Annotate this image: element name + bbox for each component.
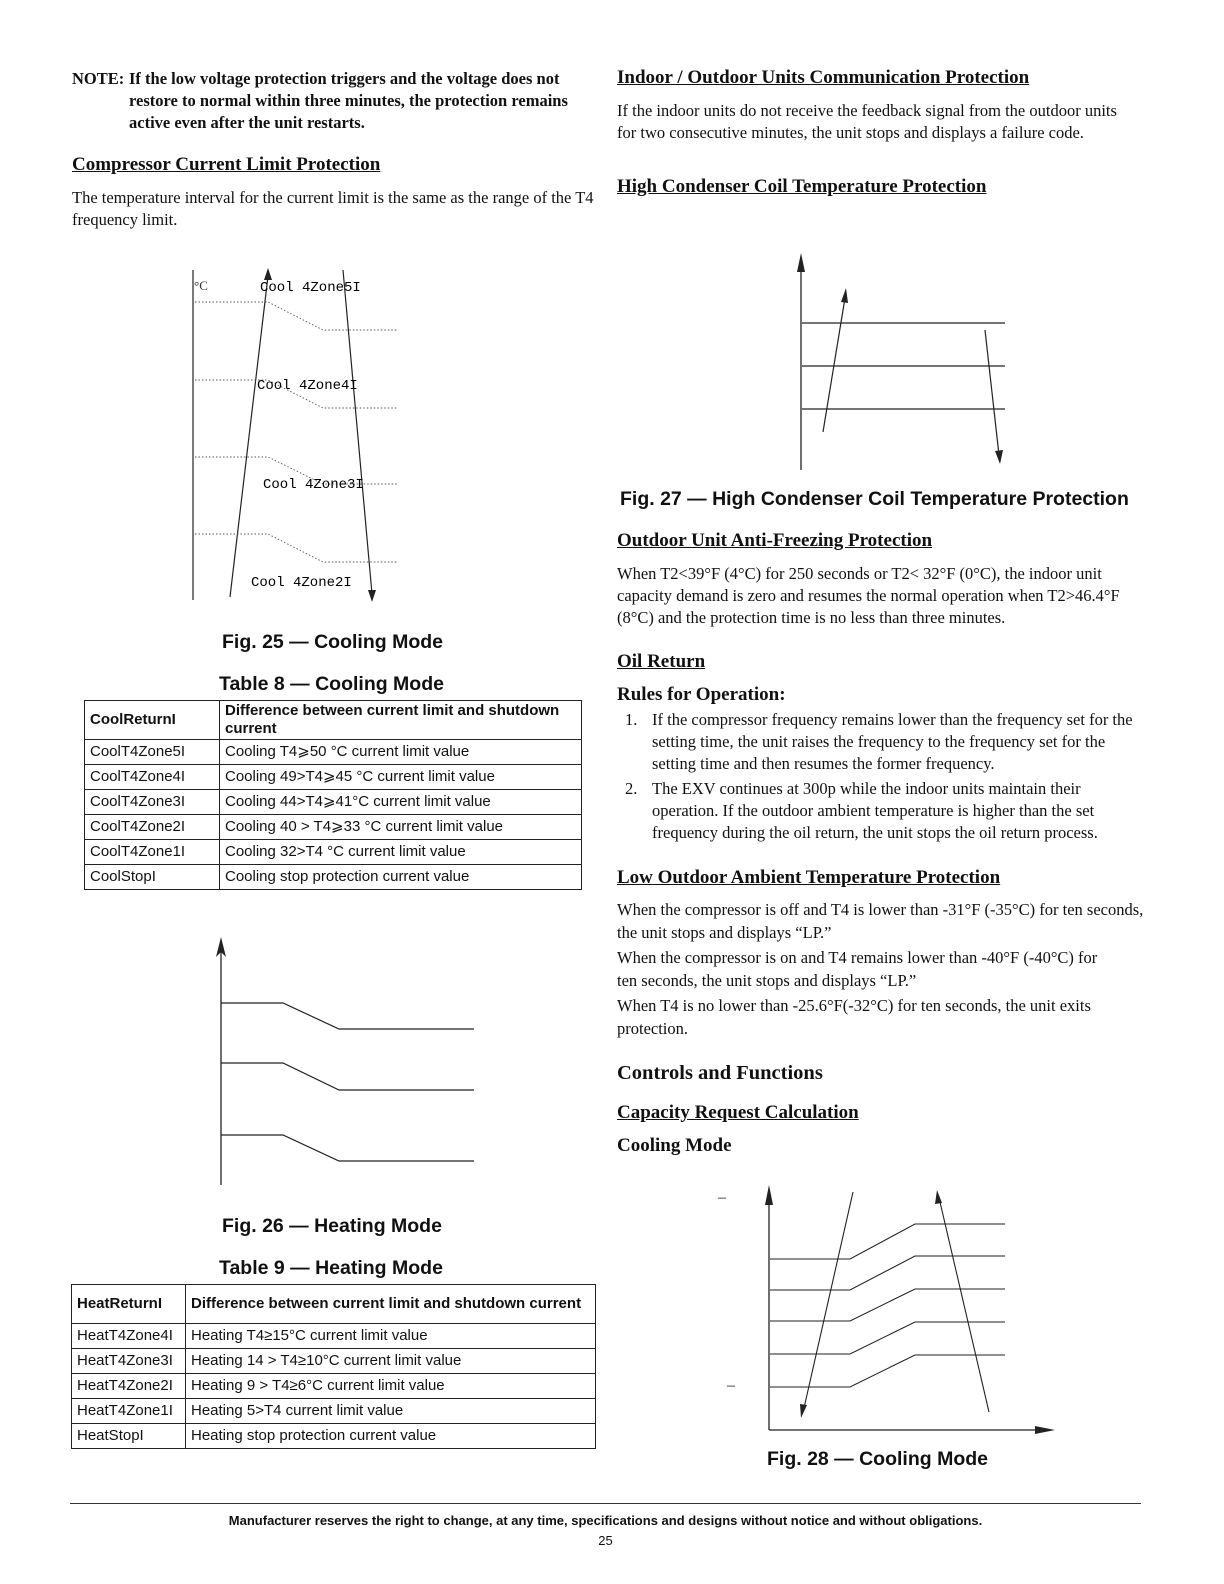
low-ambient-text [617, 899, 1147, 1040]
compressor-text: The temperature interval for the current limit is the same as the range of the T4 frequency limit. [72, 188, 594, 229]
fig25-zone4-label: Cool 4Zone4I [257, 378, 358, 394]
low-ambient-heading: Low Outdoor Ambient Temperature Protection [617, 867, 1001, 888]
fig25-zone5-label: Cool 4Zone5I [260, 280, 361, 296]
page-number: 25 [598, 1533, 613, 1548]
table-cell: CoolT4Zone2I [85, 815, 220, 840]
fig25-cooling-chart [180, 262, 410, 612]
table-cell: Cooling 44>T4⩾41°C current limit value [220, 790, 582, 815]
hcc-protection-heading: High Condenser Coil Temperature Protection [617, 176, 987, 197]
low-ambient-line: When T4 is no lower than -25.6°F(-32°C) for ten seconds, the unit exits protection. [617, 996, 1091, 1038]
table-cell: Heating T4≥15°C current limit value [186, 1324, 596, 1349]
rule-text: If the compressor frequency remains lower than the frequency set for the setting time, the unit raises the frequency to the frequency set for the setting time and then resumes the former frequency. [652, 710, 1133, 773]
table-cell: CoolStopI [85, 865, 220, 890]
table-cell: HeatT4Zone2I [72, 1374, 186, 1399]
table-header-cell: Difference between current limit and shutdown current [186, 1285, 596, 1324]
fig25-zone2-label: Cool 4Zone2I [251, 575, 352, 591]
table-cell: HeatT4Zone1I [72, 1399, 186, 1424]
fig26-caption: Fig. 26 — Heating Mode [222, 1215, 442, 1237]
rule-number: 2. [625, 779, 638, 798]
fig27-hcc-chart [790, 250, 1015, 475]
table-row [85, 765, 582, 790]
fig26-heating-chart [205, 935, 485, 1190]
table-cell: Heating 14 > T4≥10°C current limit value [186, 1349, 596, 1374]
table-cell: Cooling 32>T4 °C current limit value [220, 840, 582, 865]
fig25-zone3-label: Cool 4Zone3I [263, 477, 364, 493]
table-row [72, 1424, 596, 1449]
table-cell: CoolT4Zone4I [85, 765, 220, 790]
table-row [72, 1349, 596, 1374]
table-cell: CoolT4Zone1I [85, 840, 220, 865]
table-header-row [72, 1285, 596, 1324]
fig25-caption: Fig. 25 — Cooling Mode [222, 631, 443, 653]
table-row [72, 1374, 596, 1399]
comm-protection-heading: Indoor / Outdoor Units Communication Protection [617, 67, 1030, 88]
table-cell: Cooling stop protection current value [220, 865, 582, 890]
fig28-top-mark: – [718, 1189, 726, 1206]
table-cell: Cooling T4⩾50 °C current limit value [220, 740, 582, 765]
cooling-mode-heading: Cooling Mode [617, 1135, 732, 1156]
rules-list [617, 709, 1147, 847]
fig28-cooling-chart [710, 1180, 1060, 1440]
compressor-heading: Compressor Current Limit Protection [72, 154, 381, 175]
table-cell: Heating stop protection current value [186, 1424, 596, 1449]
table-cell: Heating 9 > T4≥6°C current limit value [186, 1374, 596, 1399]
oil-return-heading: Oil Return [617, 651, 706, 672]
fig27-caption: Fig. 27 — High Condenser Coil Temperature Protection [620, 488, 1129, 510]
table-header-cell: HeatReturnI [72, 1285, 186, 1324]
table-cell: CoolT4Zone3I [85, 790, 220, 815]
antifreeze-text: When T2<39°F (4°C) for 250 seconds or T2< 32°F (0°C), the indoor unit capacity demand is zero and resumes the normal operation when T2>46.4°F (8°C) and the protection time is no less than three minutes. [617, 564, 1120, 627]
table-cell: HeatT4Zone4I [72, 1324, 186, 1349]
table9-title: Table 9 — Heating Mode [219, 1257, 443, 1279]
low-ambient-line: When the compressor is off and T4 is lower than -31°F (-35°C) for ten seconds, the unit stops and displays “LP.” [617, 900, 1144, 942]
fig25-unit-label: °C [194, 278, 208, 293]
table8-title: Table 8 — Cooling Mode [219, 673, 444, 695]
antifreeze-heading: Outdoor Unit Anti-Freezing Protection [617, 530, 933, 551]
table-header-cell: CoolReturnI [85, 701, 220, 740]
table-cell: Cooling 40 > T4⩾33 °C current limit value [220, 815, 582, 840]
table-cell: Heating 5>T4 current limit value [186, 1399, 596, 1424]
table-row [72, 1399, 596, 1424]
list-item [617, 778, 1147, 844]
table-header-cell: Difference between current limit and shutdown current [220, 701, 582, 740]
table-row [85, 815, 582, 840]
table-cell: HeatT4Zone3I [72, 1349, 186, 1374]
note-text: If the low voltage protection triggers and the voltage does not restore to normal within three minutes, the protection remains active even after the unit restarts. [129, 69, 568, 132]
table8-cooling [84, 700, 582, 890]
note-label: NOTE: [72, 69, 125, 88]
fig28-bottom-mark: – [727, 1377, 735, 1394]
list-item [617, 709, 1147, 775]
table-cell: CoolT4Zone5I [85, 740, 220, 765]
rule-text: The EXV continues at 300p while the indoor units maintain their operation. If the outdoor ambient temperature is higher than the set frequency during the oil return, the unit stops the oil return process. [652, 779, 1098, 842]
low-voltage-note [72, 68, 594, 134]
table-cell: Cooling 49>T4⩾45 °C current limit value [220, 765, 582, 790]
table-row [85, 740, 582, 765]
rule-number: 1. [625, 710, 638, 729]
table-header-row [85, 701, 582, 740]
controls-heading: Controls and Functions [617, 1062, 823, 1084]
table-row [85, 790, 582, 815]
comm-protection-text: If the indoor units do not receive the feedback signal from the outdoor units for two consecutive minutes, the unit stops and displays a failure code. [617, 101, 1117, 142]
footer-disclaimer: Manufacturer reserves the right to change, at any time, specifications and designs without notice and without obligations. [228, 1513, 983, 1528]
table-row [85, 865, 582, 890]
table9-heating [71, 1284, 596, 1449]
fig28-caption: Fig. 28 — Cooling Mode [767, 1448, 988, 1470]
low-ambient-line: When the compressor is on and T4 remains lower than -40°F (-40°C) for ten seconds, the unit stops and displays “LP.” [617, 948, 1098, 990]
footer-divider [70, 1503, 1141, 1504]
table-row [72, 1324, 596, 1349]
capacity-heading: Capacity Request Calculation [617, 1102, 859, 1123]
rules-heading: Rules for Operation: [617, 684, 786, 705]
table-row [85, 840, 582, 865]
table-cell: HeatStopI [72, 1424, 186, 1449]
